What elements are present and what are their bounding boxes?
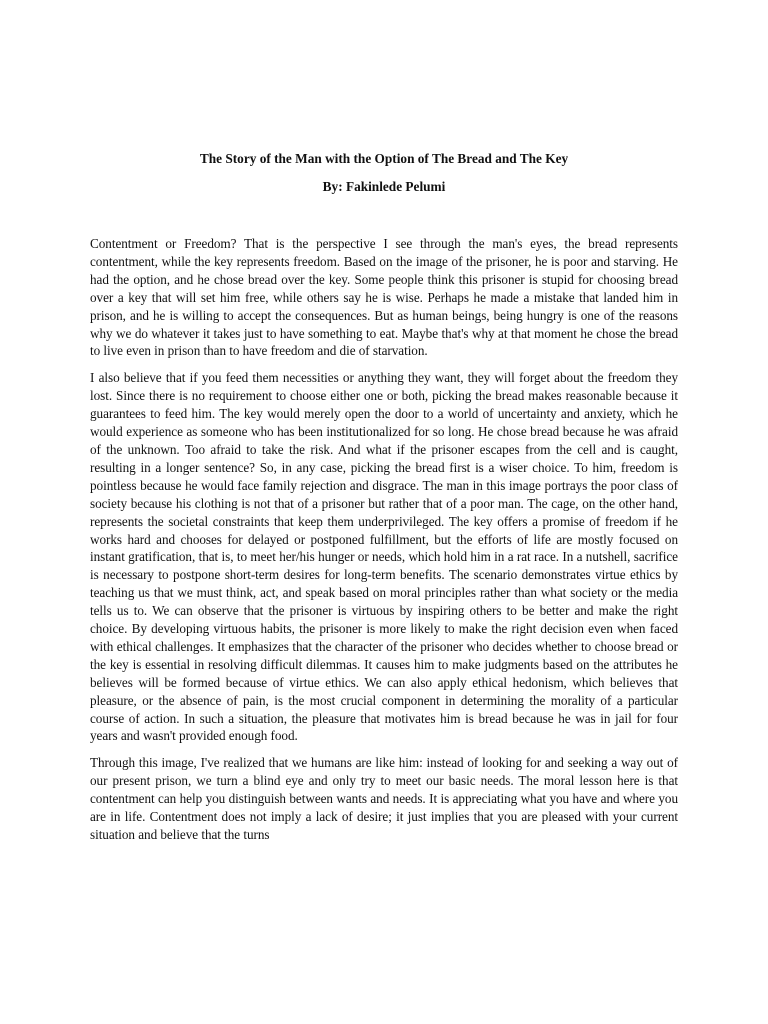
document-title: The Story of the Man with the Option of The Bread and The Key — [199, 151, 569, 166]
paragraph-3: Through this image, I've realized that we humans are like him: instead of looking for and seeking a way out of our present prison, we turn a blind eye and only try to meet our basic needs. The moral lesson here is that contentment can help you distinguish between wants and needs. It is appreciating what you have and where you are in life. Contentment does not imply a lack of desire; it just implies that you are pleased with your current situation and believe that the turns — [90, 755, 678, 842]
paragraph-1: Contentment or Freedom? That is the perspective I see through the man's eyes, the bread represents contentment, while the key represents freedom. Based on the image of the prisoner, he is poor and starving. He had the option, and he chose bread over the key. Some people think this prisoner is stupid for choosing bread over a key that will set him free, while others say he is wise. Perhaps he made a mistake that landed him in prison, and he is willing to accept the consequences. But as human beings, being hungry is one of the reasons why we do whatever it takes just to have something to eat. Maybe that's why at that moment he chose the bread to live even in prison than to have freedom and die of starvation. — [90, 236, 678, 359]
document-body — [90, 235, 678, 853]
paragraph-2: I also believe that if you feed them necessities or anything they want, they will forget about the freedom they lost. Since there is no requirement to choose either one or both, picking the bread makes reasonable because it guarantees to feed him. The key would merely open the door to a world of uncertainty and anxiety, which he would experience as someone who has been institutionalized for so long. He chose bread because he was afraid of the unknown. Too afraid to take the risk. And what if the prisoner escapes from the cell and is caught, resulting in a longer sentence? So, in any case, picking the bread first is a wiser choice. To him, freedom is pointless because he would face family rejection and disgrace. The man in this image portrays the poor class of society because his clothing is not that of a prisoner but rather that of a poor man. The cage, on the other hand, represents the societal constraints that keep them underprivileged. The key offers a promise of freedom if he works hard and chooses for delayed or postponed fulfillment, but the efforts of life are mostly focused on instant gratification, that is, to meet her/his hunger or needs, which hold him in a rat race. In a nutshell, sacrifice is necessary to postpone short-term desires for long-term benefits. The scenario demonstrates virtue ethics by teaching us that we must think, act, and speak based on moral principles rather than what society or the media tells us to. We can observe that the prisoner is virtuous by inspiring others to be better and make the right choice. By developing virtuous habits, the prisoner is more likely to make the right decision even when faced with ethical challenges. It emphasizes that the character of the prisoner who decides whether to choose bread or the key is essential in resolving difficult dilemmas. It causes him to make judgments based on the attributes he believes will be formed because of virtue ethics. We can also apply ethical hedonism, which believes that pleasure, or the absence of pain, is the most crucial component in determining the morality of a particular course of action. In such a situation, the pleasure that motivates him is bread because he was in jail for four years and wasn't provided enough food. — [90, 370, 678, 744]
author-byline: By: Fakinlede Pelumi — [322, 179, 446, 194]
